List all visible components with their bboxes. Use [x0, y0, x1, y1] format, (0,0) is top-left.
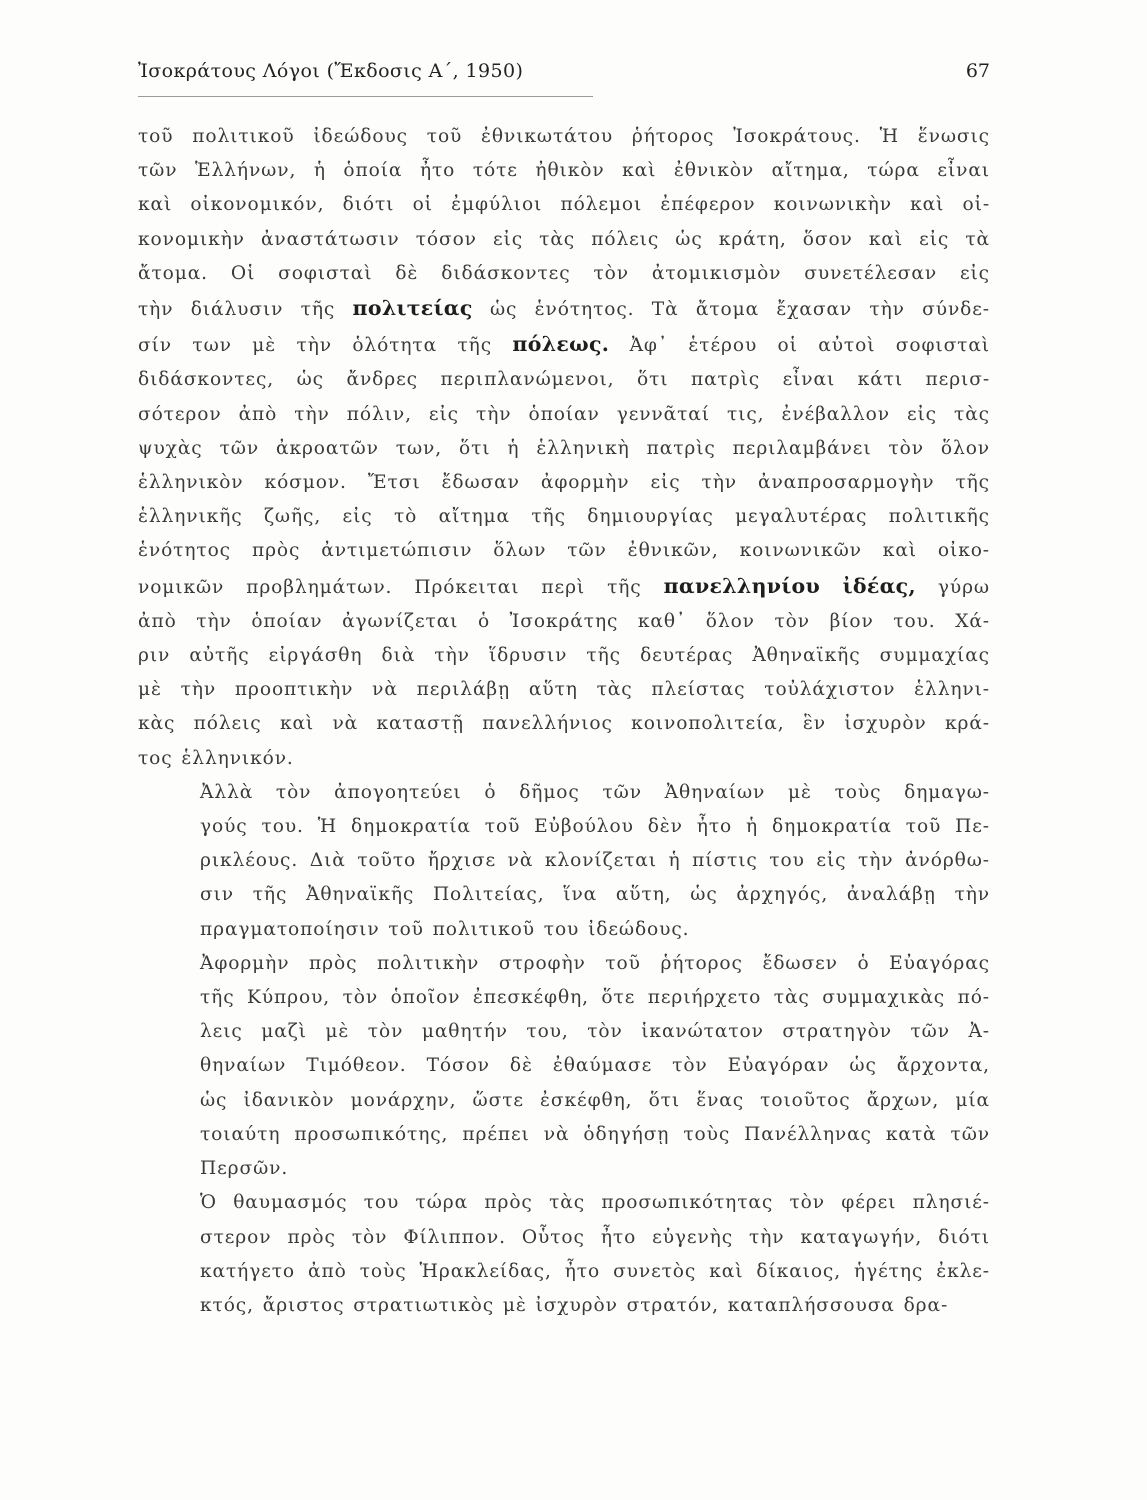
- text-run: τος ἑλληνικόν.: [138, 747, 294, 769]
- text-run: Περσῶν.: [200, 1158, 289, 1180]
- text-line: [138, 1186, 990, 1220]
- text-run: ἄτομα. Οἱ σοφισταὶ δὲ διδάσκοντες τὸν ἀτομικισμὸν συνετέλεσαν εἰς: [138, 262, 990, 284]
- page-header: [138, 60, 990, 92]
- text-run: γούς του. Ἡ δημοκρατία τοῦ Εὐβούλου δὲν ἦτο ἡ δημοκρατία τοῦ Πε-: [200, 816, 990, 838]
- text-line: [138, 1221, 990, 1255]
- text-line: [138, 742, 990, 776]
- text-line: [138, 1049, 990, 1083]
- text-run: γύρω: [915, 576, 990, 598]
- text-run: τοιαύτη προσωπικότης, πρέπει νὰ ὁδηγήσῃ τοὺς Πανέλληνας κατὰ τῶν: [200, 1123, 990, 1145]
- text-line: [138, 363, 990, 397]
- text-line: [138, 1255, 990, 1289]
- text-run: θηναίων Τιμόθεον. Τόσον δὲ ἐθαύμασε τὸν Εὐαγόραν ὡς ἄρχοντα,: [200, 1055, 990, 1077]
- text-run: ἑνότητος πρὸς ἀντιμετώπισιν ὅλων τῶν ἐθνικῶν, κοινωνικῶν καὶ οἰκο-: [138, 540, 990, 562]
- text-run: μὲ τὴν προοπτικὴν νὰ περιλάβῃ αὕτη τὰς πλείστας τοὐλάχιστον ἑλληνι-: [138, 679, 990, 701]
- text-run: Ἀφορμὴν πρὸς πολιτικὴν στροφὴν τοῦ ῥήτορος ἔδωσεν ὁ Εὐαγόρας: [200, 952, 990, 974]
- emphasized-term: πανελληνίου ἰδέας,: [663, 573, 916, 598]
- text-run: ρικλέους. Διὰ τοῦτο ἤρχισε νὰ κλονίζεται ἡ πίστις του εἰς τὴν ἀνόρθω-: [200, 850, 990, 872]
- text-line: [138, 398, 990, 432]
- text-run: κὰς πόλεις καὶ νὰ καταστῇ πανελλήνιος κοινοπολιτεία, ἓν ἰσχυρὸν κρά-: [138, 713, 990, 735]
- emphasized-term: πόλεως.: [512, 332, 610, 357]
- text-run: διδάσκοντες, ὡς ἄνδρες περιπλανώμενοι, ὅτι πατρὶς εἶναι κάτι περισ-: [138, 369, 990, 391]
- text-run: ὡς ἰδανικὸν μονάρχην, ὥστε ἐσκέφθη, ὅτι ἕνας τοιοῦτος ἄρχων, μία: [200, 1089, 990, 1111]
- text-run: πραγματοποίησιν τοῦ πολιτικοῦ του ἰδεώδους.: [200, 918, 690, 940]
- running-title: Ἰσοκράτους Λόγοι (Ἔκδοσις Α΄, 1950): [138, 60, 524, 82]
- text-line: [138, 534, 990, 568]
- text-line: [138, 1152, 990, 1186]
- text-line: [138, 1118, 990, 1152]
- text-run: στερον πρὸς τὸν Φίλιππον. Οὗτος ἦτο εὐγενὴς τὴν καταγωγήν, διότι: [200, 1226, 990, 1248]
- text-run: Ἀφ᾽ ἑτέρου οἱ αὐτοὶ σοφισταὶ: [609, 335, 991, 357]
- text-line: [138, 707, 990, 741]
- text-line: [138, 981, 990, 1015]
- paragraph: [138, 120, 990, 776]
- paragraph: [138, 776, 990, 947]
- text-run: ἀπὸ τὴν ὁποίαν ἀγωνίζεται ὁ Ἰσοκράτης καθ᾽ ὅλον τὸν βίον του. Χά-: [138, 610, 990, 632]
- text-line: [138, 639, 990, 673]
- text-line: [138, 257, 990, 291]
- text-line: [138, 154, 990, 188]
- text-run: ὡς ἑνότητος. Τὰ ἄτομα ἔχασαν τὴν σύνδε-: [472, 299, 990, 321]
- text-line: [138, 673, 990, 707]
- text-line: [138, 810, 990, 844]
- text-run: καὶ οἰκονομικόν, διότι οἱ ἐμφύλιοι πόλεμοι ἐπέφερον κοινωνικὴν καὶ οἰ-: [138, 194, 990, 216]
- text-line: [138, 878, 990, 912]
- text-run: Ἀλλὰ τὸν ἀπογοητεύει ὁ δῆμος τῶν Ἀθηναίων μὲ τοὺς δημαγω-: [200, 781, 990, 803]
- text-run: ἑλληνικὸν κόσμον. Ἔτσι ἔδωσαν ἀφορμὴν εἰς τὴν ἀναπροσαρμογὴν τῆς: [138, 472, 990, 494]
- text-run: τῆς Κύπρου, τὸν ὁποῖον ἐπεσκέφθη, ὅτε περιήρχετο τὰς συμμαχικὰς πό-: [200, 987, 990, 1009]
- text-run: νομικῶν προβλημάτων. Πρόκειται περὶ τῆς: [138, 576, 664, 598]
- text-run: σότερον ἀπὸ τὴν πόλιν, εἰς τὴν ὁποίαν γεννᾶταί τις, ἐνέβαλλον εἰς τὰς: [138, 403, 990, 425]
- body-text: [138, 120, 990, 1323]
- text-line: [138, 844, 990, 878]
- text-run: ἑλληνικῆς ζωῆς, εἰς τὸ αἴτημα τῆς δημιουργίας μεγαλυτέρας πολιτικῆς: [138, 506, 990, 528]
- text-line: [138, 291, 990, 327]
- page-number: 67: [965, 60, 990, 82]
- text-line: [138, 776, 990, 810]
- text-run: κατήγετο ἀπὸ τοὺς Ἡρακλείδας, ἦτο συνετὸς καὶ δίκαιος, ἡγέτης ἐκλε-: [200, 1260, 990, 1282]
- paragraph: [138, 1186, 990, 1323]
- text-line: [138, 327, 990, 363]
- text-run: ριν αὐτῆς εἰργάσθη διὰ τὴν ἵδρυσιν τῆς δευτέρας Ἀθηναϊκῆς συμμαχίας: [138, 645, 990, 667]
- text-line: [138, 1015, 990, 1049]
- text-line: [138, 432, 990, 466]
- text-line: [138, 188, 990, 222]
- text-run: τῶν Ἑλλήνων, ἡ ὁποία ἦτο τότε ἠθικὸν καὶ ἐθνικὸν αἴτημα, τώρα εἶναι: [138, 160, 990, 182]
- emphasized-term: πολιτείας: [352, 296, 473, 321]
- text-line: [138, 1289, 990, 1323]
- text-run: ψυχὰς τῶν ἀκροατῶν των, ὅτι ἡ ἑλληνικὴ πατρὶς περιλαμβάνει τὸν ὅλον: [138, 437, 990, 459]
- text-run: κονομικὴν ἀναστάτωσιν τόσον εἰς τὰς πόλεις ὡς κράτη, ὅσον καὶ εἰς τὰ: [138, 228, 990, 250]
- header-rule: [138, 96, 593, 97]
- text-line: [138, 466, 990, 500]
- text-line: [138, 223, 990, 257]
- text-line: [138, 569, 990, 605]
- text-line: [138, 913, 990, 947]
- text-line: [138, 500, 990, 534]
- text-line: [138, 605, 990, 639]
- text-run: Ὁ θαυμασμός του τώρα πρὸς τὰς προσωπικότητας τὸν φέρει πλησιέ-: [200, 1192, 990, 1214]
- text-run: λεις μαζὶ μὲ τὸν μαθητήν του, τὸν ἱκανώτατον στρατηγὸν τῶν Ἀ-: [200, 1021, 990, 1043]
- text-line: [138, 1084, 990, 1118]
- text-line: [138, 947, 990, 981]
- text-run: σίν των μὲ τὴν ὁλότητα τῆς: [138, 335, 513, 357]
- paragraph: [138, 947, 990, 1186]
- text-run: σιν τῆς Ἀθηναϊκῆς Πολιτείας, ἵνα αὕτη, ὡς ἀρχηγός, ἀναλάβῃ τὴν: [200, 884, 990, 906]
- text-run: τοῦ πολιτικοῦ ἰδεώδους τοῦ ἐθνικωτάτου ῥήτορος Ἰσοκράτους. Ἡ ἕνωσις: [138, 126, 990, 147]
- text-line: [138, 120, 990, 154]
- text-run: κτός, ἄριστος στρατιωτικὸς μὲ ἰσχυρὸν στρατόν, καταπλήσσουσα δρα-: [200, 1294, 949, 1316]
- text-run: τὴν διάλυσιν τῆς: [138, 299, 353, 321]
